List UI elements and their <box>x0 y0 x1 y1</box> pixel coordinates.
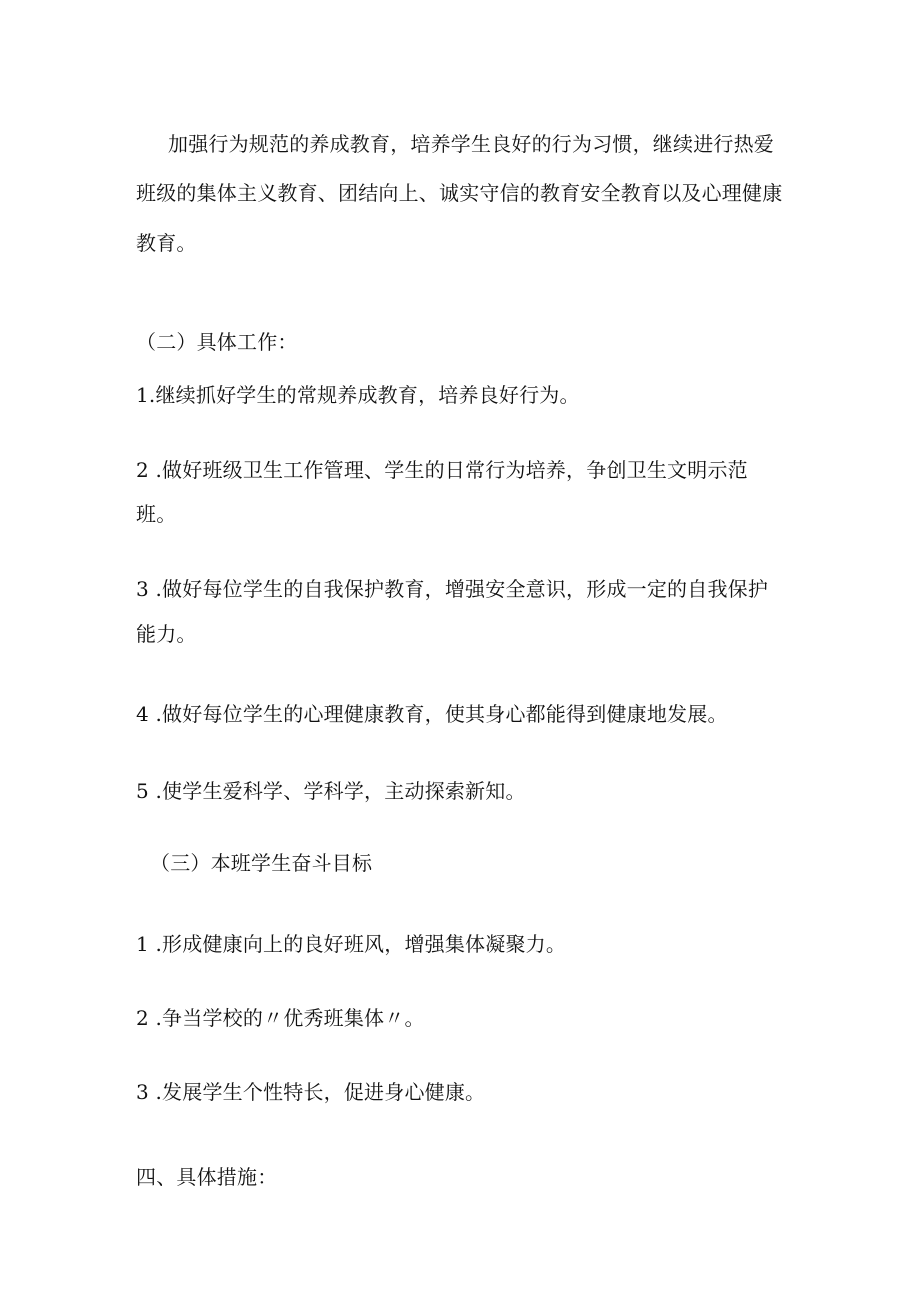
section-2-item-2-line-2: 班。 <box>136 502 177 526</box>
section-2-heading: （二）具体工作： <box>136 330 298 354</box>
section-2-item-4: 4 .做好每位学生的心理健康教育，使其身心都能得到健康地发展。 <box>136 702 728 726</box>
section-3-item-3: 3 .发展学生个性特长，促进身心健康。 <box>136 1080 486 1104</box>
intro-paragraph-line-1: 加强行为规范的养成教育，培养学生良好的行为习惯，继续进行热爱 <box>168 132 774 156</box>
section-2-item-2-line-1: 2 .做好班级卫生工作管理、学生的日常行为培养，争创卫生文明示范 <box>136 458 748 482</box>
section-2-item-3-line-1: 3 .做好每位学生的自我保护教育，增强安全意识，形成一定的自我保护 <box>136 577 769 601</box>
section-2-item-3-line-2: 能力。 <box>136 622 197 646</box>
section-3-heading: （三）本班学生奋斗目标 <box>150 851 373 875</box>
intro-paragraph-line-2: 班级的集体主义教育、团结向上、诚实守信的教育安全教育以及心理健康 <box>136 181 783 205</box>
section-2-item-5: 5 .使学生爱科学、学科学，主动探索新知。 <box>136 779 526 803</box>
section-4-heading: 四、具体措施： <box>136 1165 278 1189</box>
section-3-item-1: 1 .形成健康向上的良好班风，增强集体凝聚力。 <box>136 932 567 956</box>
intro-paragraph-line-3: 教育。 <box>136 231 197 255</box>
section-3-item-2: 2 .争当学校的〃优秀班集体〃。 <box>136 1006 425 1030</box>
section-2-item-1: 1.继续抓好学生的常规养成教育，培养良好行为。 <box>136 383 580 407</box>
